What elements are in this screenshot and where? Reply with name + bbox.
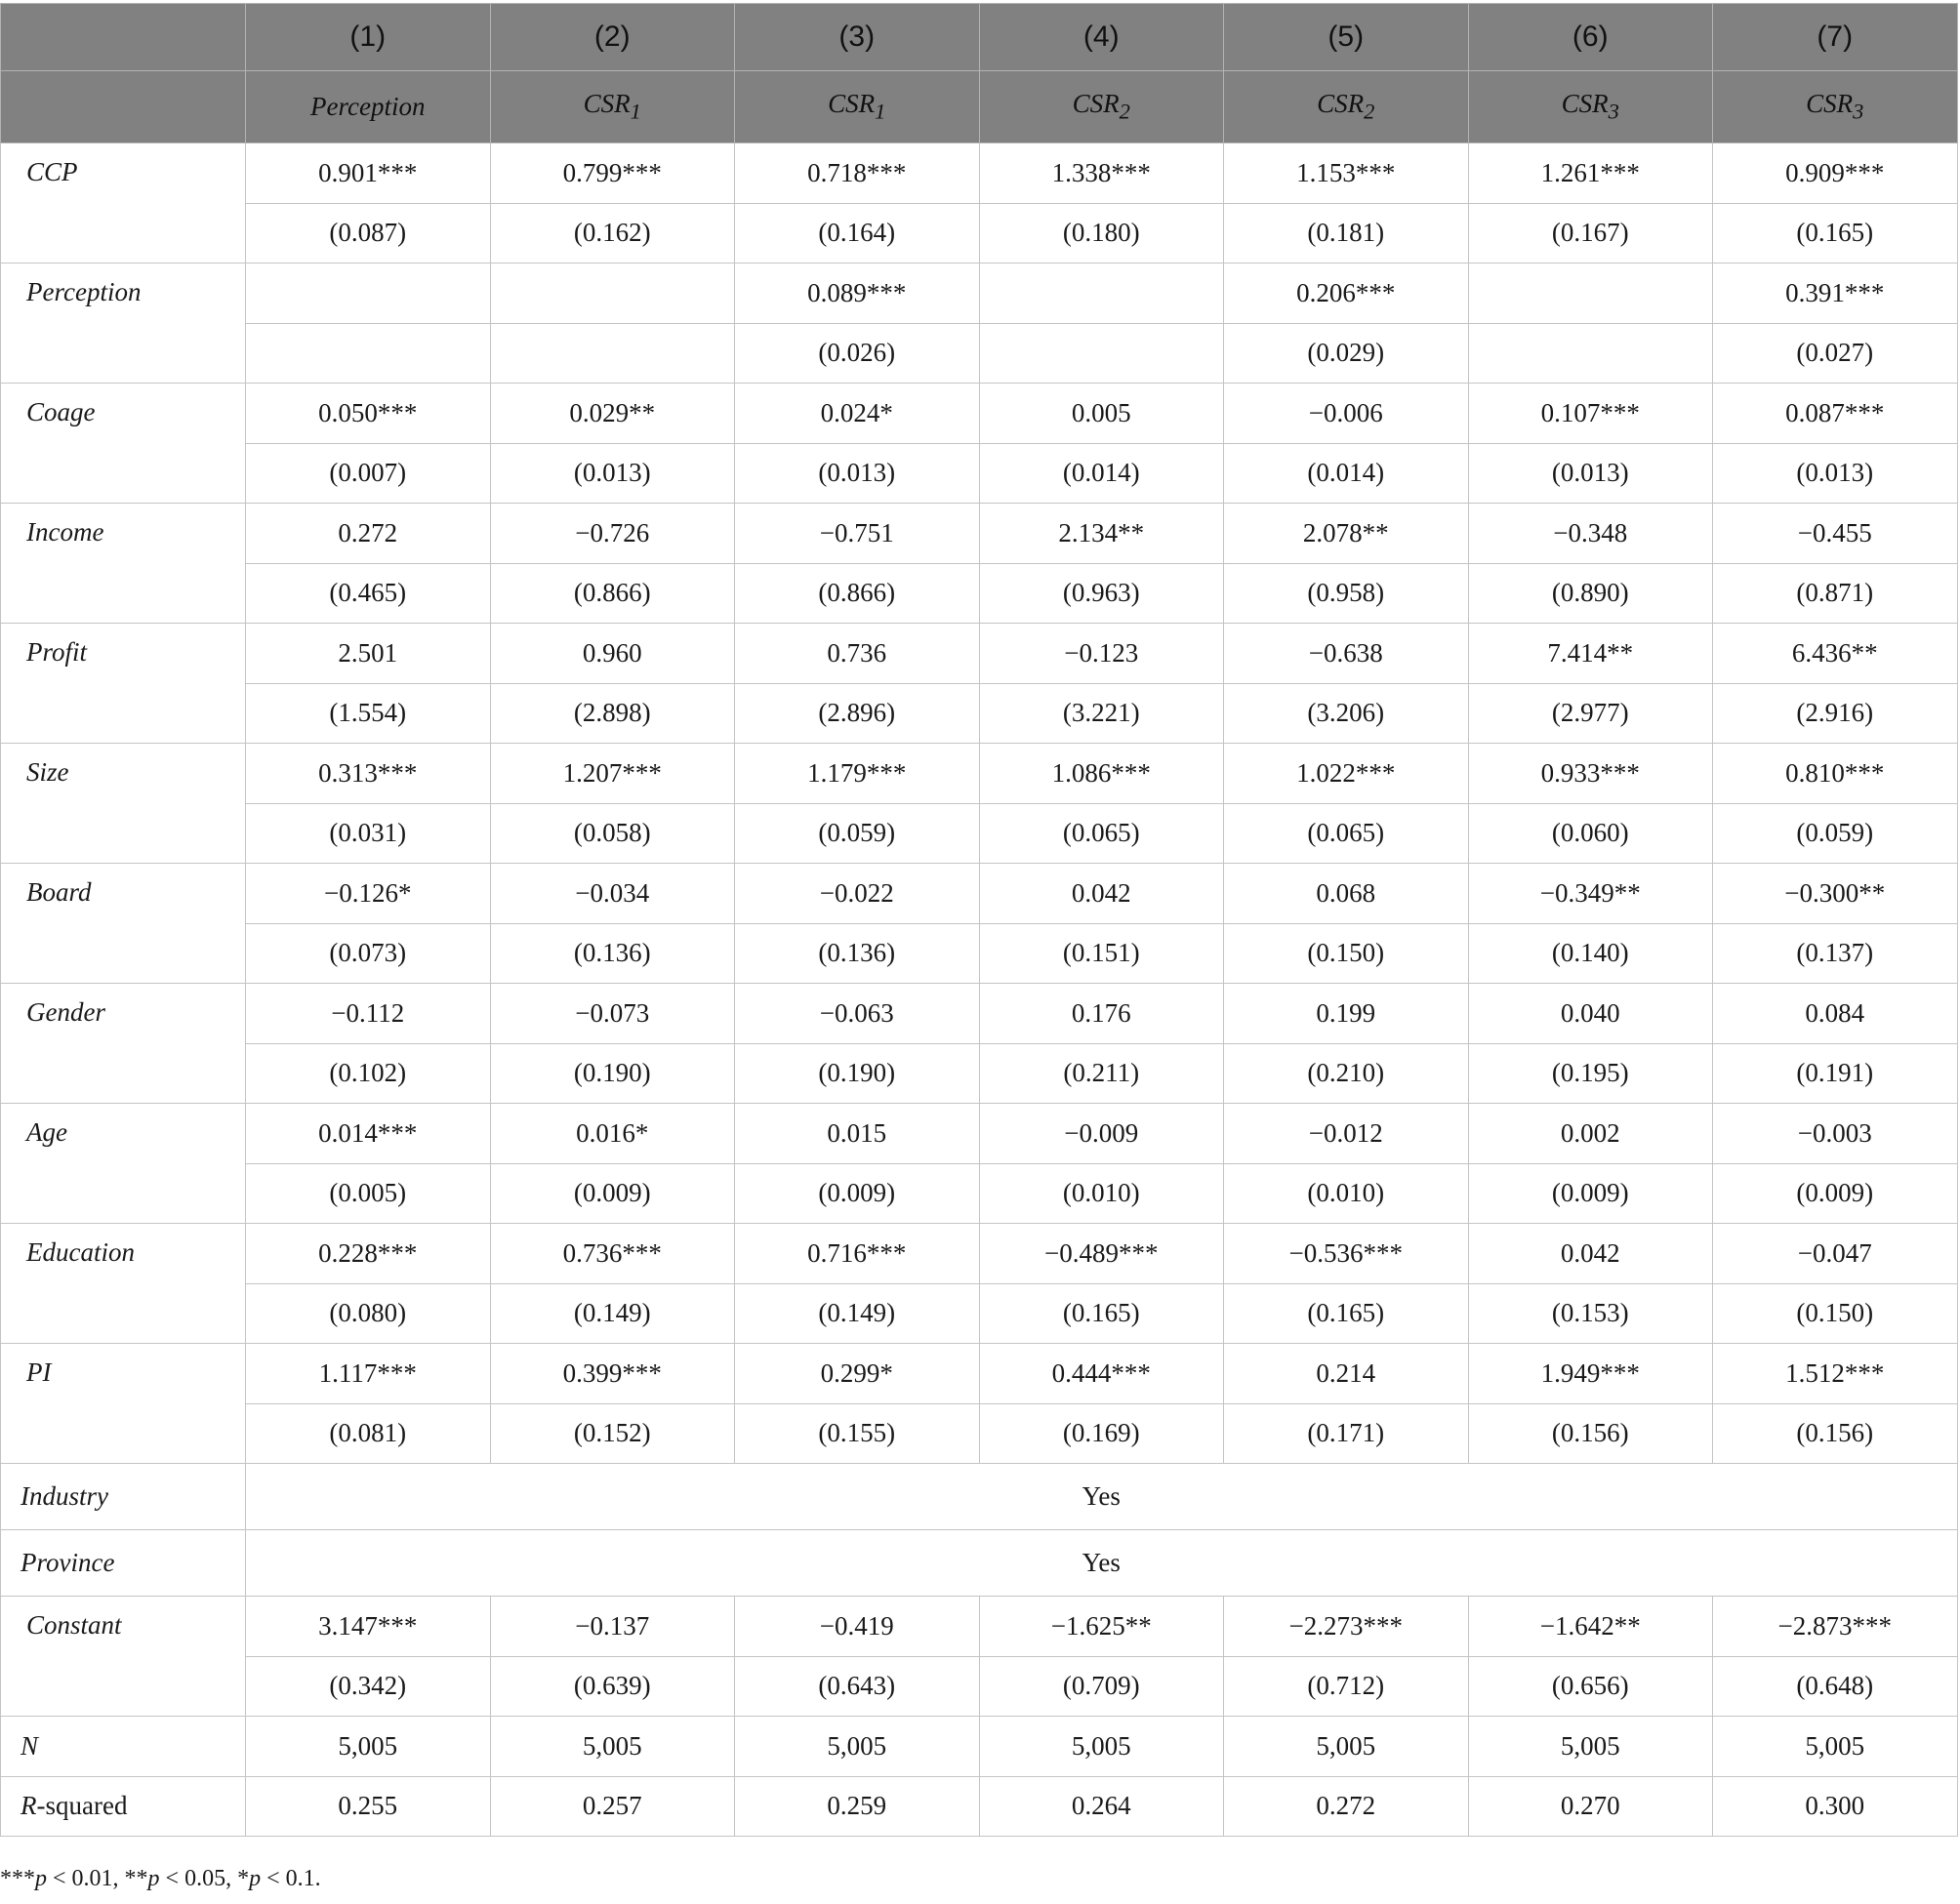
standard-error-cell: (0.009) (1713, 1163, 1958, 1224)
coefficient-cell: −0.348 (1468, 504, 1713, 564)
standard-error-cell: (0.155) (735, 1403, 980, 1464)
standard-error-cell: (0.963) (979, 563, 1224, 624)
coefficient-cell: 1.949*** (1468, 1344, 1713, 1404)
standard-error-cell: (2.896) (735, 683, 980, 744)
standard-error-row (1, 1403, 1958, 1464)
dependent-variable-name: CSR (1072, 89, 1120, 119)
standard-error-cell: (0.013) (1713, 443, 1958, 504)
coefficient-cell: 1.117*** (246, 1344, 491, 1404)
standard-error-row (1, 323, 1958, 384)
standard-error-cell: (0.165) (979, 1283, 1224, 1344)
model-number-header: (3) (735, 4, 980, 71)
regression-table (0, 3, 1958, 1837)
fixed-effect-label: Industry (1, 1464, 246, 1530)
standard-error-cell: (1.554) (246, 683, 491, 744)
coefficient-cell: 1.022*** (1224, 744, 1469, 804)
coefficient-row (1, 864, 1958, 924)
table-body (1, 143, 1958, 1837)
standard-error-row (1, 203, 1958, 263)
coefficient-cell: 0.107*** (1468, 384, 1713, 444)
header-corner-cell (1, 4, 246, 71)
standard-error-cell: (0.871) (1713, 563, 1958, 624)
standard-error-cell: (0.060) (1468, 803, 1713, 864)
coefficient-cell: 0.014*** (246, 1104, 491, 1164)
standard-error-cell: (0.031) (246, 803, 491, 864)
coefficient-cell: −0.063 (735, 984, 980, 1044)
coefficient-cell: −0.751 (735, 504, 980, 564)
standard-error-cell: (0.958) (1224, 563, 1469, 624)
coefficient-cell: 0.089*** (735, 263, 980, 324)
standard-error-cell: (0.081) (246, 1403, 491, 1464)
fixed-effect-value: Yes (246, 1530, 1958, 1597)
dependent-variable-header (246, 71, 491, 143)
observations-cell: 5,005 (979, 1717, 1224, 1777)
standard-error-cell: (0.065) (1224, 803, 1469, 864)
coefficient-cell: 0.029** (490, 384, 735, 444)
standard-error-cell (246, 323, 491, 384)
coefficient-cell: −0.126* (246, 864, 491, 924)
coefficient-cell: 7.414** (1468, 624, 1713, 684)
coefficient-cell (979, 263, 1224, 324)
coefficient-cell: 0.199 (1224, 984, 1469, 1044)
coefficient-cell: 0.313*** (246, 744, 491, 804)
variable-label: CCP (1, 143, 246, 263)
variable-label: Perception (1, 263, 246, 384)
table-header (1, 4, 1958, 143)
observations-cell: 5,005 (1468, 1717, 1713, 1777)
coefficient-cell: 0.718*** (735, 143, 980, 204)
standard-error-cell: (0.027) (1713, 323, 1958, 384)
coefficient-cell: −0.012 (1224, 1104, 1469, 1164)
coefficient-cell: −0.047 (1713, 1224, 1958, 1284)
coefficient-cell: 0.299* (735, 1344, 980, 1404)
model-number-header: (6) (1468, 4, 1713, 71)
header-corner-cell (1, 71, 246, 143)
standard-error-cell: (0.009) (490, 1163, 735, 1224)
fixed-effect-label: Province (1, 1530, 246, 1597)
footnote-part: p (249, 1866, 262, 1891)
dependent-variable-subscript: 3 (1608, 99, 1619, 124)
standard-error-cell: (0.210) (1224, 1043, 1469, 1104)
dependent-variable-name: CSR (1561, 89, 1609, 119)
r-squared-cell: 0.259 (735, 1776, 980, 1837)
coefficient-cell: 0.909*** (1713, 143, 1958, 204)
standard-error-cell (1468, 323, 1713, 384)
dependent-variable-row (1, 71, 1958, 143)
dependent-variable-subscript: 3 (1853, 99, 1864, 124)
standard-error-row (1, 803, 1958, 864)
dependent-variable-name: CSR (1317, 89, 1365, 119)
observations-cell: 5,005 (246, 1717, 491, 1777)
standard-error-cell: (0.026) (735, 323, 980, 384)
standard-error-cell: (0.211) (979, 1043, 1224, 1104)
standard-error-row (1, 563, 1958, 624)
standard-error-cell: (0.712) (1224, 1656, 1469, 1717)
r-squared-cell: 0.264 (979, 1776, 1224, 1837)
dependent-variable-subscript: 2 (1364, 99, 1375, 124)
standard-error-cell: (0.087) (246, 203, 491, 263)
coefficient-cell: 0.214 (1224, 1344, 1469, 1404)
footnote-part: p (147, 1866, 160, 1891)
standard-error-row (1, 1043, 1958, 1104)
coefficient-cell: −0.300** (1713, 864, 1958, 924)
coefficient-cell: 0.736 (735, 624, 980, 684)
coefficient-cell: −2.273*** (1224, 1597, 1469, 1657)
coefficient-cell: 0.042 (1468, 1224, 1713, 1284)
r-squared-label-italic: R (20, 1791, 37, 1821)
coefficient-cell: −0.349** (1468, 864, 1713, 924)
standard-error-cell: (3.206) (1224, 683, 1469, 744)
standard-error-cell: (0.013) (735, 443, 980, 504)
coefficient-cell: −0.638 (1224, 624, 1469, 684)
standard-error-cell: (0.150) (1713, 1283, 1958, 1344)
standard-error-cell: (0.156) (1468, 1403, 1713, 1464)
standard-error-cell: (0.648) (1713, 1656, 1958, 1717)
coefficient-cell: 1.179*** (735, 744, 980, 804)
coefficient-cell: 0.087*** (1713, 384, 1958, 444)
variable-label: Income (1, 504, 246, 624)
coefficient-cell: 2.134** (979, 504, 1224, 564)
coefficient-cell: 1.512*** (1713, 1344, 1958, 1404)
standard-error-cell: (3.221) (979, 683, 1224, 744)
variable-label: Age (1, 1104, 246, 1224)
coefficient-cell: 0.391*** (1713, 263, 1958, 324)
standard-error-cell: (0.167) (1468, 203, 1713, 263)
variable-label: Gender (1, 984, 246, 1104)
coefficient-cell: 0.901*** (246, 143, 491, 204)
dependent-variable-header (1468, 71, 1713, 143)
coefficient-row (1, 1104, 1958, 1164)
standard-error-row (1, 1163, 1958, 1224)
dependent-variable-subscript: 1 (875, 99, 886, 124)
standard-error-cell: (0.191) (1713, 1043, 1958, 1104)
standard-error-cell: (0.156) (1713, 1403, 1958, 1464)
standard-error-cell: (0.866) (735, 563, 980, 624)
standard-error-cell: (2.916) (1713, 683, 1958, 744)
standard-error-cell: (0.029) (1224, 323, 1469, 384)
coefficient-cell: 0.960 (490, 624, 735, 684)
coefficient-cell: −0.073 (490, 984, 735, 1044)
coefficient-cell: −0.006 (1224, 384, 1469, 444)
coefficient-cell: 0.799*** (490, 143, 735, 204)
standard-error-cell: (0.465) (246, 563, 491, 624)
standard-error-cell: (0.190) (735, 1043, 980, 1104)
coefficient-cell: −2.873*** (1713, 1597, 1958, 1657)
dependent-variable-header (1713, 71, 1958, 143)
coefficient-row (1, 143, 1958, 204)
fixed-effect-value: Yes (246, 1464, 1958, 1530)
coefficient-cell: 1.261*** (1468, 143, 1713, 204)
coefficient-row (1, 984, 1958, 1044)
coefficient-cell: −0.009 (979, 1104, 1224, 1164)
significance-footnote (0, 1866, 321, 1892)
standard-error-cell: (0.890) (1468, 563, 1713, 624)
coefficient-cell: 1.153*** (1224, 143, 1469, 204)
coefficient-cell: 0.068 (1224, 864, 1469, 924)
r-squared-cell: 0.257 (490, 1776, 735, 1837)
coefficient-cell: −0.034 (490, 864, 735, 924)
coefficient-cell: 1.207*** (490, 744, 735, 804)
coefficient-cell: 3.147*** (246, 1597, 491, 1657)
standard-error-cell: (0.165) (1224, 1283, 1469, 1344)
dependent-variable-header (1224, 71, 1469, 143)
standard-error-cell: (0.059) (735, 803, 980, 864)
standard-error-cell: (0.010) (979, 1163, 1224, 1224)
coefficient-cell: −1.625** (979, 1597, 1224, 1657)
coefficient-cell: 0.005 (979, 384, 1224, 444)
r-squared-label-rest: -squared (36, 1791, 128, 1821)
standard-error-cell: (0.013) (1468, 443, 1713, 504)
standard-error-cell: (2.898) (490, 683, 735, 744)
standard-error-cell: (0.080) (246, 1283, 491, 1344)
model-number-header: (1) (246, 4, 491, 71)
coefficient-row (1, 624, 1958, 684)
standard-error-cell: (0.181) (1224, 203, 1469, 263)
standard-error-cell: (0.009) (735, 1163, 980, 1224)
coefficient-cell: 1.338*** (979, 143, 1224, 204)
standard-error-cell (490, 323, 735, 384)
standard-error-cell (979, 323, 1224, 384)
standard-error-cell: (0.169) (979, 1403, 1224, 1464)
standard-error-cell: (0.065) (979, 803, 1224, 864)
coefficient-cell: 0.016* (490, 1104, 735, 1164)
observations-cell: 5,005 (735, 1717, 980, 1777)
coefficient-cell: −0.112 (246, 984, 491, 1044)
standard-error-cell: (0.171) (1224, 1403, 1469, 1464)
footnote-part: p (35, 1866, 47, 1891)
fixed-effect-row (1, 1464, 1958, 1530)
standard-error-cell: (0.013) (490, 443, 735, 504)
standard-error-cell: (0.639) (490, 1656, 735, 1717)
coefficient-cell: 0.716*** (735, 1224, 980, 1284)
coefficient-cell (1468, 263, 1713, 324)
standard-error-cell: (0.137) (1713, 923, 1958, 984)
model-number-header: (5) (1224, 4, 1469, 71)
coefficient-cell: −0.455 (1713, 504, 1958, 564)
standard-error-row (1, 1283, 1958, 1344)
dependent-variable-name: CSR (583, 89, 631, 119)
coefficient-cell: 0.024* (735, 384, 980, 444)
coefficient-cell: 2.501 (246, 624, 491, 684)
dependent-variable-name: CSR (1806, 89, 1854, 119)
coefficient-cell: −0.137 (490, 1597, 735, 1657)
dependent-variable-subscript: 2 (1119, 99, 1130, 124)
coefficient-cell: −0.726 (490, 504, 735, 564)
model-number-header: (2) (490, 4, 735, 71)
standard-error-cell: (0.195) (1468, 1043, 1713, 1104)
coefficient-cell (490, 263, 735, 324)
coefficient-row (1, 384, 1958, 444)
r-squared-row (1, 1776, 1958, 1837)
variable-label: PI (1, 1344, 246, 1464)
variable-label: Constant (1, 1597, 246, 1717)
coefficient-cell: −0.022 (735, 864, 980, 924)
dependent-variable-header (979, 71, 1224, 143)
footnote-part: *** (0, 1866, 35, 1891)
r-squared-cell: 0.255 (246, 1776, 491, 1837)
standard-error-cell: (0.342) (246, 1656, 491, 1717)
model-number-header: (4) (979, 4, 1224, 71)
standard-error-cell: (0.010) (1224, 1163, 1469, 1224)
standard-error-cell: (0.102) (246, 1043, 491, 1104)
standard-error-cell: (0.073) (246, 923, 491, 984)
standard-error-cell: (0.151) (979, 923, 1224, 984)
standard-error-cell: (0.140) (1468, 923, 1713, 984)
coefficient-cell: 0.206*** (1224, 263, 1469, 324)
standard-error-row (1, 1656, 1958, 1717)
standard-error-cell: (0.136) (735, 923, 980, 984)
coefficient-cell: 0.933*** (1468, 744, 1713, 804)
coefficient-cell: 0.042 (979, 864, 1224, 924)
coefficient-cell: 0.176 (979, 984, 1224, 1044)
observations-label: N (1, 1717, 246, 1777)
standard-error-cell: (0.014) (1224, 443, 1469, 504)
standard-error-cell: (0.153) (1468, 1283, 1713, 1344)
standard-error-cell: (0.162) (490, 203, 735, 263)
standard-error-cell: (0.643) (735, 1656, 980, 1717)
standard-error-cell: (0.165) (1713, 203, 1958, 263)
coefficient-cell: 0.084 (1713, 984, 1958, 1044)
coefficient-cell: 2.078** (1224, 504, 1469, 564)
coefficient-row (1, 1344, 1958, 1404)
footnote-part: < 0.01, ** (47, 1866, 148, 1891)
standard-error-cell: (0.164) (735, 203, 980, 263)
coefficient-cell: −0.489*** (979, 1224, 1224, 1284)
dependent-variable-name: Perception (310, 92, 426, 121)
coefficient-row (1, 744, 1958, 804)
standard-error-cell: (0.005) (246, 1163, 491, 1224)
coefficient-cell: 0.002 (1468, 1104, 1713, 1164)
dependent-variable-subscript: 1 (630, 99, 641, 124)
standard-error-cell: (0.709) (979, 1656, 1224, 1717)
fixed-effect-row (1, 1530, 1958, 1597)
coefficient-cell: −0.123 (979, 624, 1224, 684)
regression-table-container (0, 3, 1957, 1837)
standard-error-cell: (0.136) (490, 923, 735, 984)
dependent-variable-header (490, 71, 735, 143)
standard-error-row (1, 443, 1958, 504)
variable-label: Size (1, 744, 246, 864)
observations-cell: 5,005 (1224, 1717, 1469, 1777)
dependent-variable-name: CSR (828, 89, 876, 119)
standard-error-cell: (0.866) (490, 563, 735, 624)
variable-label: Coage (1, 384, 246, 504)
coefficient-row (1, 1597, 1958, 1657)
variable-label: Board (1, 864, 246, 984)
standard-error-cell: (0.180) (979, 203, 1224, 263)
coefficient-row (1, 263, 1958, 324)
coefficient-cell: 0.399*** (490, 1344, 735, 1404)
model-number-header: (7) (1713, 4, 1958, 71)
standard-error-cell: (0.009) (1468, 1163, 1713, 1224)
dependent-variable-header (735, 71, 980, 143)
observations-cell: 5,005 (490, 1717, 735, 1777)
footnote-part: < 0.05, * (159, 1866, 250, 1891)
coefficient-cell: 0.050*** (246, 384, 491, 444)
r-squared-cell: 0.270 (1468, 1776, 1713, 1837)
r-squared-label (1, 1776, 246, 1837)
coefficient-cell (246, 263, 491, 324)
variable-label: Profit (1, 624, 246, 744)
standard-error-cell: (0.014) (979, 443, 1224, 504)
coefficient-cell: −1.642** (1468, 1597, 1713, 1657)
coefficient-cell: −0.536*** (1224, 1224, 1469, 1284)
standard-error-cell: (0.007) (246, 443, 491, 504)
coefficient-cell: 0.040 (1468, 984, 1713, 1044)
observations-cell: 5,005 (1713, 1717, 1958, 1777)
standard-error-row (1, 683, 1958, 744)
coefficient-cell: 0.810*** (1713, 744, 1958, 804)
coefficient-cell: 1.086*** (979, 744, 1224, 804)
standard-error-cell: (0.059) (1713, 803, 1958, 864)
coefficient-cell: −0.003 (1713, 1104, 1958, 1164)
r-squared-cell: 0.272 (1224, 1776, 1469, 1837)
standard-error-cell: (0.656) (1468, 1656, 1713, 1717)
footnote-part: < 0.1. (261, 1866, 321, 1891)
standard-error-cell: (2.977) (1468, 683, 1713, 744)
coefficient-cell: −0.419 (735, 1597, 980, 1657)
standard-error-cell: (0.149) (490, 1283, 735, 1344)
standard-error-cell: (0.150) (1224, 923, 1469, 984)
coefficient-row (1, 1224, 1958, 1284)
r-squared-cell: 0.300 (1713, 1776, 1958, 1837)
coefficient-cell: 0.228*** (246, 1224, 491, 1284)
model-number-row (1, 4, 1958, 71)
coefficient-row (1, 504, 1958, 564)
standard-error-row (1, 923, 1958, 984)
standard-error-cell: (0.058) (490, 803, 735, 864)
standard-error-cell: (0.190) (490, 1043, 735, 1104)
coefficient-cell: 0.015 (735, 1104, 980, 1164)
standard-error-cell: (0.149) (735, 1283, 980, 1344)
coefficient-cell: 6.436** (1713, 624, 1958, 684)
coefficient-cell: 0.272 (246, 504, 491, 564)
standard-error-cell: (0.152) (490, 1403, 735, 1464)
coefficient-cell: 0.444*** (979, 1344, 1224, 1404)
coefficient-cell: 0.736*** (490, 1224, 735, 1284)
variable-label: Education (1, 1224, 246, 1344)
observations-row (1, 1717, 1958, 1777)
